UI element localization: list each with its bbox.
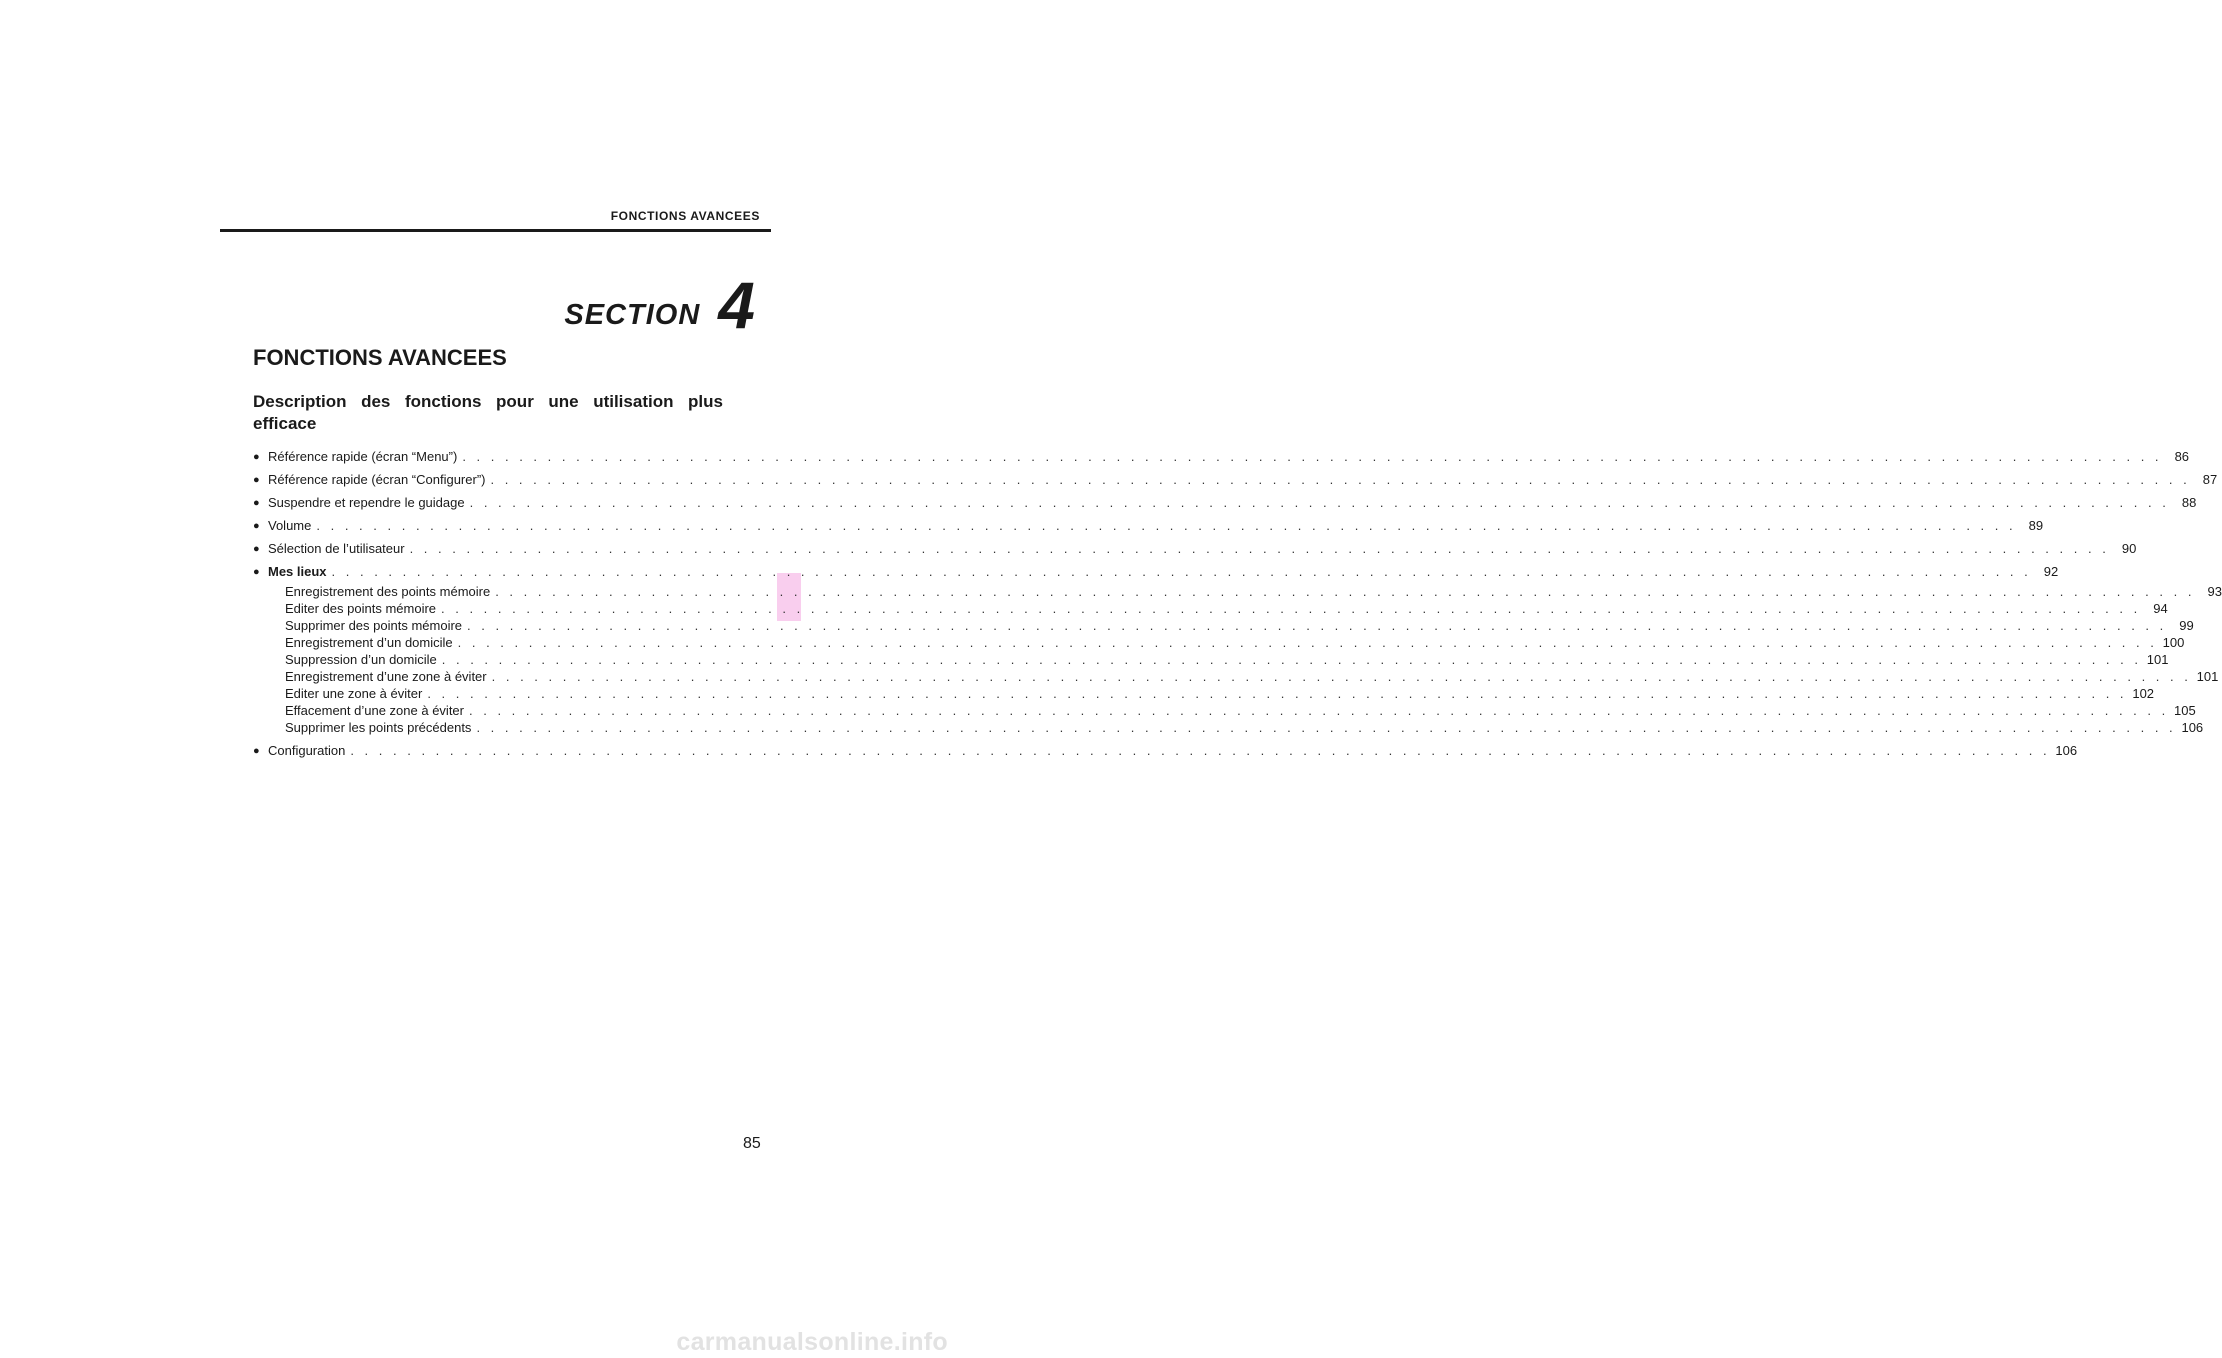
toc-subentry	[253, 718, 2204, 738]
dot-leader: . . . . . . . . . . . . . . . . . . . . . . . . . . . . . . . . . . . . . . . . . . . . . . . . . . . . . . . . . . . . . . . . . . . . . . . . . . . . . . . . . . . . . . . . . . . . . . . . . . . . . . . . . . . . . . . . . . . . . . . .	[427, 686, 2128, 701]
bullet-icon: ●	[253, 520, 260, 532]
toc-entry-label: Sélection de l’utilisateur	[268, 541, 405, 556]
toc-entry-page: 101	[2196, 669, 2219, 684]
section-number: 4	[718, 268, 755, 342]
dot-leader: . . . . . . . . . . . . . . . . . . . . . . . . . . . . . . . . . . . . . . . . . . . . . . . . . . . . . . . . . . . . . . . . . . . . . . . . . . . . . . . . . . . . . . . . . . . . . . . . . . . . . . . . . . . . . . . . . . . . . . . .	[331, 564, 2032, 579]
toc-entry	[253, 447, 2190, 467]
toc-entry-label: Enregistrement d’un domicile	[285, 635, 453, 650]
dot-leader: . . . . . . . . . . . . . . . . . . . . . . . . . . . . . . . . . . . . . . . . . . . . . . . . . . . . . . . . . . . . . . . . . . . . . . . . . . . . . . . . . . . . . . . . . . . . . . . . . . . . . . . . . . . . . . . . . . . . . . . .	[491, 669, 2192, 684]
toc-entry-label: Référence rapide (écran “Configurer”)	[268, 472, 486, 487]
bullet-icon: ●	[253, 566, 260, 578]
toc-entry-page: 99	[2179, 618, 2194, 633]
toc-entry-page: 89	[2028, 518, 2044, 533]
toc-entry	[253, 562, 2059, 582]
toc-entry-label: Volume	[268, 518, 312, 533]
dot-leader: . . . . . . . . . . . . . . . . . . . . . . . . . . . . . . . . . . . . . . . . . . . . . . . . . . . . . . . . . . . . . . . . . . . . . . . . . . . . . . . . . . . . . . . . . . . . . . . . . . . . . . . . . . . . . . . . . . . . . . . .	[462, 449, 2163, 464]
dot-leader: . . . . . . . . . . . . . . . . . . . . . . . . . . . . . . . . . . . . . . . . . . . . . . . . . . . . . . . . . . . . . . . . . . . . . . . . . . . . . . . . . . . . . . . . . . . . . . . . . . . . . . . . . . . . . . . . . . . . . . . .	[469, 703, 2169, 718]
bullet-icon: ●	[253, 497, 260, 509]
toc-entry-page: 90	[2121, 541, 2137, 556]
dot-leader: . . . . . . . . . . . . . . . . . . . . . . . . . . . . . . . . . . . . . . . . . . . . . . . . . . . . . . . . . . . . . . . . . . . . . . . . . . . . . . . . . . . . . . . . . . . . . . . . . . . . . . . . . . . . . . . . . . . . . . . .	[441, 652, 2142, 667]
toc-entry-page: 86	[2174, 449, 2190, 464]
section-heading	[564, 268, 755, 342]
toc-entry	[253, 741, 2078, 761]
dot-leader: . . . . . . . . . . . . . . . . . . . . . . . . . . . . . . . . . . . . . . . . . . . . . . . . . . . . . . . . . . . . . . . . . . . . . . . . . . . . . . . . . . . . . . . . . . . . . . . . . . . . . . . . . . . . . . . . . . . . . . . .	[441, 601, 2141, 616]
toc-entry	[253, 470, 2218, 490]
dot-leader: . . . . . . . . . . . . . . . . . . . . . . . . . . . . . . . . . . . . . . . . . . . . . . . . . . . . . . . . . . . . . . . . . . . . . . . . . . . . . . . . . . . . . . . . . . . . . . . . . . . . . . . . . . . . . . . . . . . . . . . .	[409, 541, 2110, 556]
section-description: Description des fonctions pour une utilisation plus efficace	[253, 392, 723, 433]
toc-entry-page: 92	[2043, 564, 2059, 579]
bullet-icon: ●	[253, 543, 260, 555]
dot-leader: . . . . . . . . . . . . . . . . . . . . . . . . . . . . . . . . . . . . . . . . . . . . . . . . . . . . . . . . . . . . . . . . . . . . . . . . . . . . . . . . . . . . . . . . . . . . . . . . . . . . . . . . . . . . . . . . . . . . . . . .	[316, 518, 2017, 533]
toc-entry-page: 102	[2132, 686, 2155, 701]
toc-entry-label: Supprimer les points précédents	[285, 720, 472, 735]
toc-entry-label: Configuration	[268, 743, 346, 758]
toc-entry-label: Effacement d’une zone à éviter	[285, 703, 464, 718]
watermark: carmanualsonline.info	[676, 1328, 948, 1356]
bullet-icon: ●	[253, 745, 260, 757]
toc-entry	[253, 539, 2137, 559]
dot-leader: . . . . . . . . . . . . . . . . . . . . . . . . . . . . . . . . . . . . . . . . . . . . . . . . . . . . . . . . . . . . . . . . . . . . . . . . . . . . . . . . . . . . . . . . . . . . . . . . . . . . . . . . . . . . . . . . . . . . . . . .	[476, 720, 2177, 735]
section-word: SECTION	[564, 299, 701, 331]
toc-entry-label: Enregistrement des points mémoire	[285, 584, 491, 599]
bullet-icon: ●	[253, 451, 260, 463]
toc-entry-page: 88	[2181, 495, 2197, 510]
dot-leader: . . . . . . . . . . . . . . . . . . . . . . . . . . . . . . . . . . . . . . . . . . . . . . . . . . . . . . . . . . . . . . . . . . . . . . . . . . . . . . . . . . . . . . . . . . . . . . . . . . . . . . . . . . . . . . . . . . . . . . . .	[350, 743, 2051, 758]
page-title: FONCTIONS AVANCEES	[253, 345, 507, 370]
toc-entry-label: Editer des points mémoire	[285, 601, 437, 616]
toc-entry-page: 106	[2055, 743, 2078, 758]
toc-entry-page: 101	[2146, 652, 2169, 667]
bullet-icon: ●	[253, 474, 260, 486]
toc-entry-label: Editer une zone à éviter	[285, 686, 423, 701]
table-of-contents	[253, 447, 2222, 764]
toc-entry-label: Mes lieux	[268, 564, 327, 579]
toc-entry-page: 106	[2181, 720, 2204, 735]
dot-leader: . . . . . . . . . . . . . . . . . . . . . . . . . . . . . . . . . . . . . . . . . . . . . . . . . . . . . . . . . . . . . . . . . . . . . . . . . . . . . . . . . . . . . . . . . . . . . . . . . . . . . . . . . . . . . . . . . . . . . . . .	[467, 618, 2167, 633]
toc-entry-label: Supprimer des points mémoire	[285, 618, 463, 633]
toc-entry-label: Référence rapide (écran “Menu”)	[268, 449, 458, 464]
running-header: FONCTIONS AVANCEES	[610, 209, 760, 223]
dot-leader: . . . . . . . . . . . . . . . . . . . . . . . . . . . . . . . . . . . . . . . . . . . . . . . . . . . . . . . . . . . . . . . . . . . . . . . . . . . . . . . . . . . . . . . . . . . . . . . . . . . . . . . . . . . . . . . . . . . . . . . .	[490, 472, 2191, 487]
toc-entry-label: Enregistrement d’une zone à éviter	[285, 669, 487, 684]
toc-entry-page: 94	[2153, 601, 2168, 616]
dot-leader: . . . . . . . . . . . . . . . . . . . . . . . . . . . . . . . . . . . . . . . . . . . . . . . . . . . . . . . . . . . . . . . . . . . . . . . . . . . . . . . . . . . . . . . . . . . . . . . . . . . . . . . . . . . . . . . . . . . . . . . .	[457, 635, 2158, 650]
page-number: 85	[743, 1135, 761, 1152]
toc-entry-label: Suppression d’un domicile	[285, 652, 437, 667]
toc-entry	[253, 493, 2197, 513]
dot-leader: . . . . . . . . . . . . . . . . . . . . . . . . . . . . . . . . . . . . . . . . . . . . . . . . . . . . . . . . . . . . . . . . . . . . . . . . . . . . . . . . . . . . . . . . . . . . . . . . . . . . . . . . . . . . . . . . . . . . . . . .	[495, 584, 2195, 599]
toc-entry-page: 105	[2174, 703, 2196, 718]
toc-entry-page: 93	[2207, 584, 2222, 599]
toc-entry-page: 100	[2162, 635, 2185, 650]
header-rule	[220, 229, 771, 232]
dot-leader: . . . . . . . . . . . . . . . . . . . . . . . . . . . . . . . . . . . . . . . . . . . . . . . . . . . . . . . . . . . . . . . . . . . . . . . . . . . . . . . . . . . . . . . . . . . . . . . . . . . . . . . . . . . . . . . . . . . . . . . .	[469, 495, 2170, 510]
toc-entry-label: Suspendre et rependre le guidage	[268, 495, 465, 510]
toc-entry-page: 87	[2202, 472, 2218, 487]
toc-entry	[253, 516, 2044, 536]
